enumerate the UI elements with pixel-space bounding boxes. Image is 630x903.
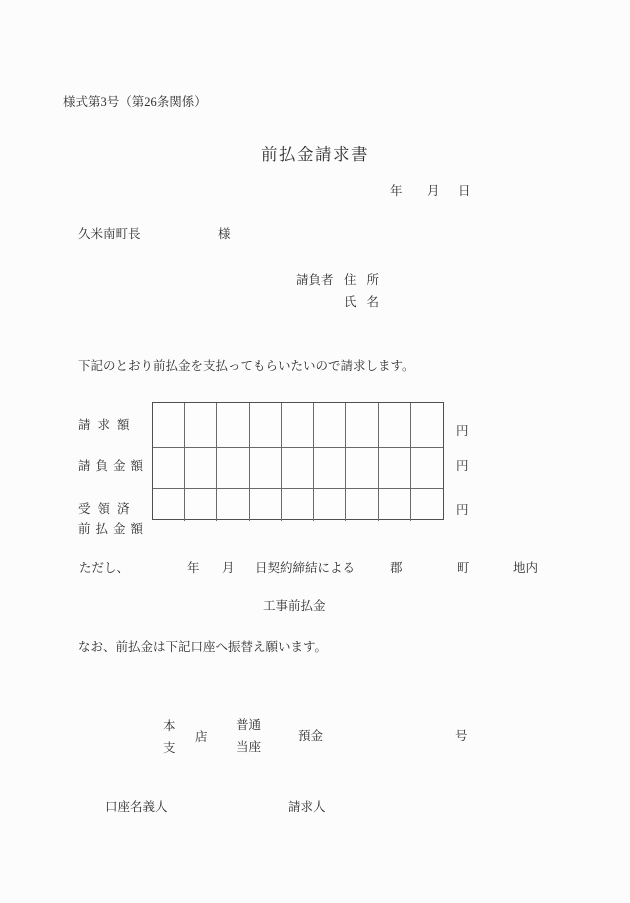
account-number-suffix-label: 号 (455, 729, 468, 743)
amount-grid-cell (153, 448, 185, 489)
contractor-label: 請負者 (296, 273, 334, 287)
date-month-label: 月 (427, 184, 440, 198)
amount-grid-cell (379, 489, 411, 521)
document-title: 前払金請求書 (261, 145, 369, 164)
proviso-district-chinai: 地内 (513, 561, 539, 575)
amount-grid-cell (314, 448, 346, 489)
amount-grid-cell (314, 403, 346, 448)
amount-grid-cell (250, 489, 282, 521)
account-type-current-label: 当座 (236, 740, 262, 754)
amount-grid-cell (282, 448, 314, 489)
amount-grid-cell (411, 489, 443, 521)
amount-entry-grid (152, 402, 444, 520)
account-type-ordinary-label: 普通 (236, 718, 262, 732)
row-label-received-line1: 受領済 (78, 502, 137, 516)
row-label-contract-amount: 請負金額 (78, 459, 149, 473)
bank-branch-label: 支 (163, 741, 176, 755)
row-label-received-line2: 前払金額 (78, 522, 149, 536)
addressee-honorific: 様 (218, 227, 231, 241)
amount-grid-cell (411, 448, 443, 489)
amount-grid-cell (185, 403, 217, 448)
amount-grid-cell (411, 403, 443, 448)
request-statement: 下記のとおり前払金を支払ってもらいたいので請求します。 (78, 359, 415, 373)
transfer-note: なお、前払金は下記口座へ振替え願います。 (78, 640, 328, 654)
addressee-name: 久米南町長 (78, 227, 141, 241)
row-label-requested-amount: 請求額 (78, 418, 137, 432)
contractor-address-label: 住所 (344, 273, 390, 287)
amount-grid-cell (346, 448, 378, 489)
amount-grid-cell (282, 403, 314, 448)
amount-grid-cell (282, 489, 314, 521)
amount-grid-cell (217, 489, 249, 521)
proviso-prefix: ただし、 (79, 561, 130, 575)
amount-grid-cell (185, 489, 217, 521)
amount-grid-cell (379, 448, 411, 489)
proviso-year-label: 年 (187, 561, 200, 575)
work-advance-label: 工事前払金 (263, 599, 326, 613)
deposit-label: 預金 (298, 729, 324, 743)
account-holder-label: 口座名義人 (105, 800, 168, 814)
yen-unit-label: 円 (456, 503, 469, 517)
amount-grid-cell (346, 403, 378, 448)
bank-head-office-label: 本 (163, 719, 176, 733)
amount-grid-cell (217, 403, 249, 448)
amount-grid-cell (185, 448, 217, 489)
form-number: 様式第3号（第26条関係） (63, 95, 207, 109)
proviso-district-gun: 郡 (390, 561, 403, 575)
bank-office-suffix-label: 店 (195, 730, 208, 744)
proviso-contract-text: 日契約締結による (255, 561, 356, 575)
amount-grid-cell (250, 403, 282, 448)
proviso-district-cho: 町 (457, 561, 470, 575)
amount-grid-cell (346, 489, 378, 521)
amount-grid-cell (314, 489, 346, 521)
date-day-label: 日 (458, 184, 471, 198)
amount-grid-cell (153, 403, 185, 448)
proviso-month-label: 月 (222, 561, 235, 575)
contractor-name-label: 氏名 (344, 295, 390, 309)
yen-unit-label: 円 (456, 459, 469, 473)
date-year-label: 年 (390, 184, 403, 198)
requester-label: 請求人 (288, 800, 326, 814)
amount-grid-cell (379, 403, 411, 448)
amount-grid-cell (217, 448, 249, 489)
amount-grid-cell (153, 489, 185, 521)
yen-unit-label: 円 (456, 424, 469, 438)
amount-grid-cell (250, 448, 282, 489)
